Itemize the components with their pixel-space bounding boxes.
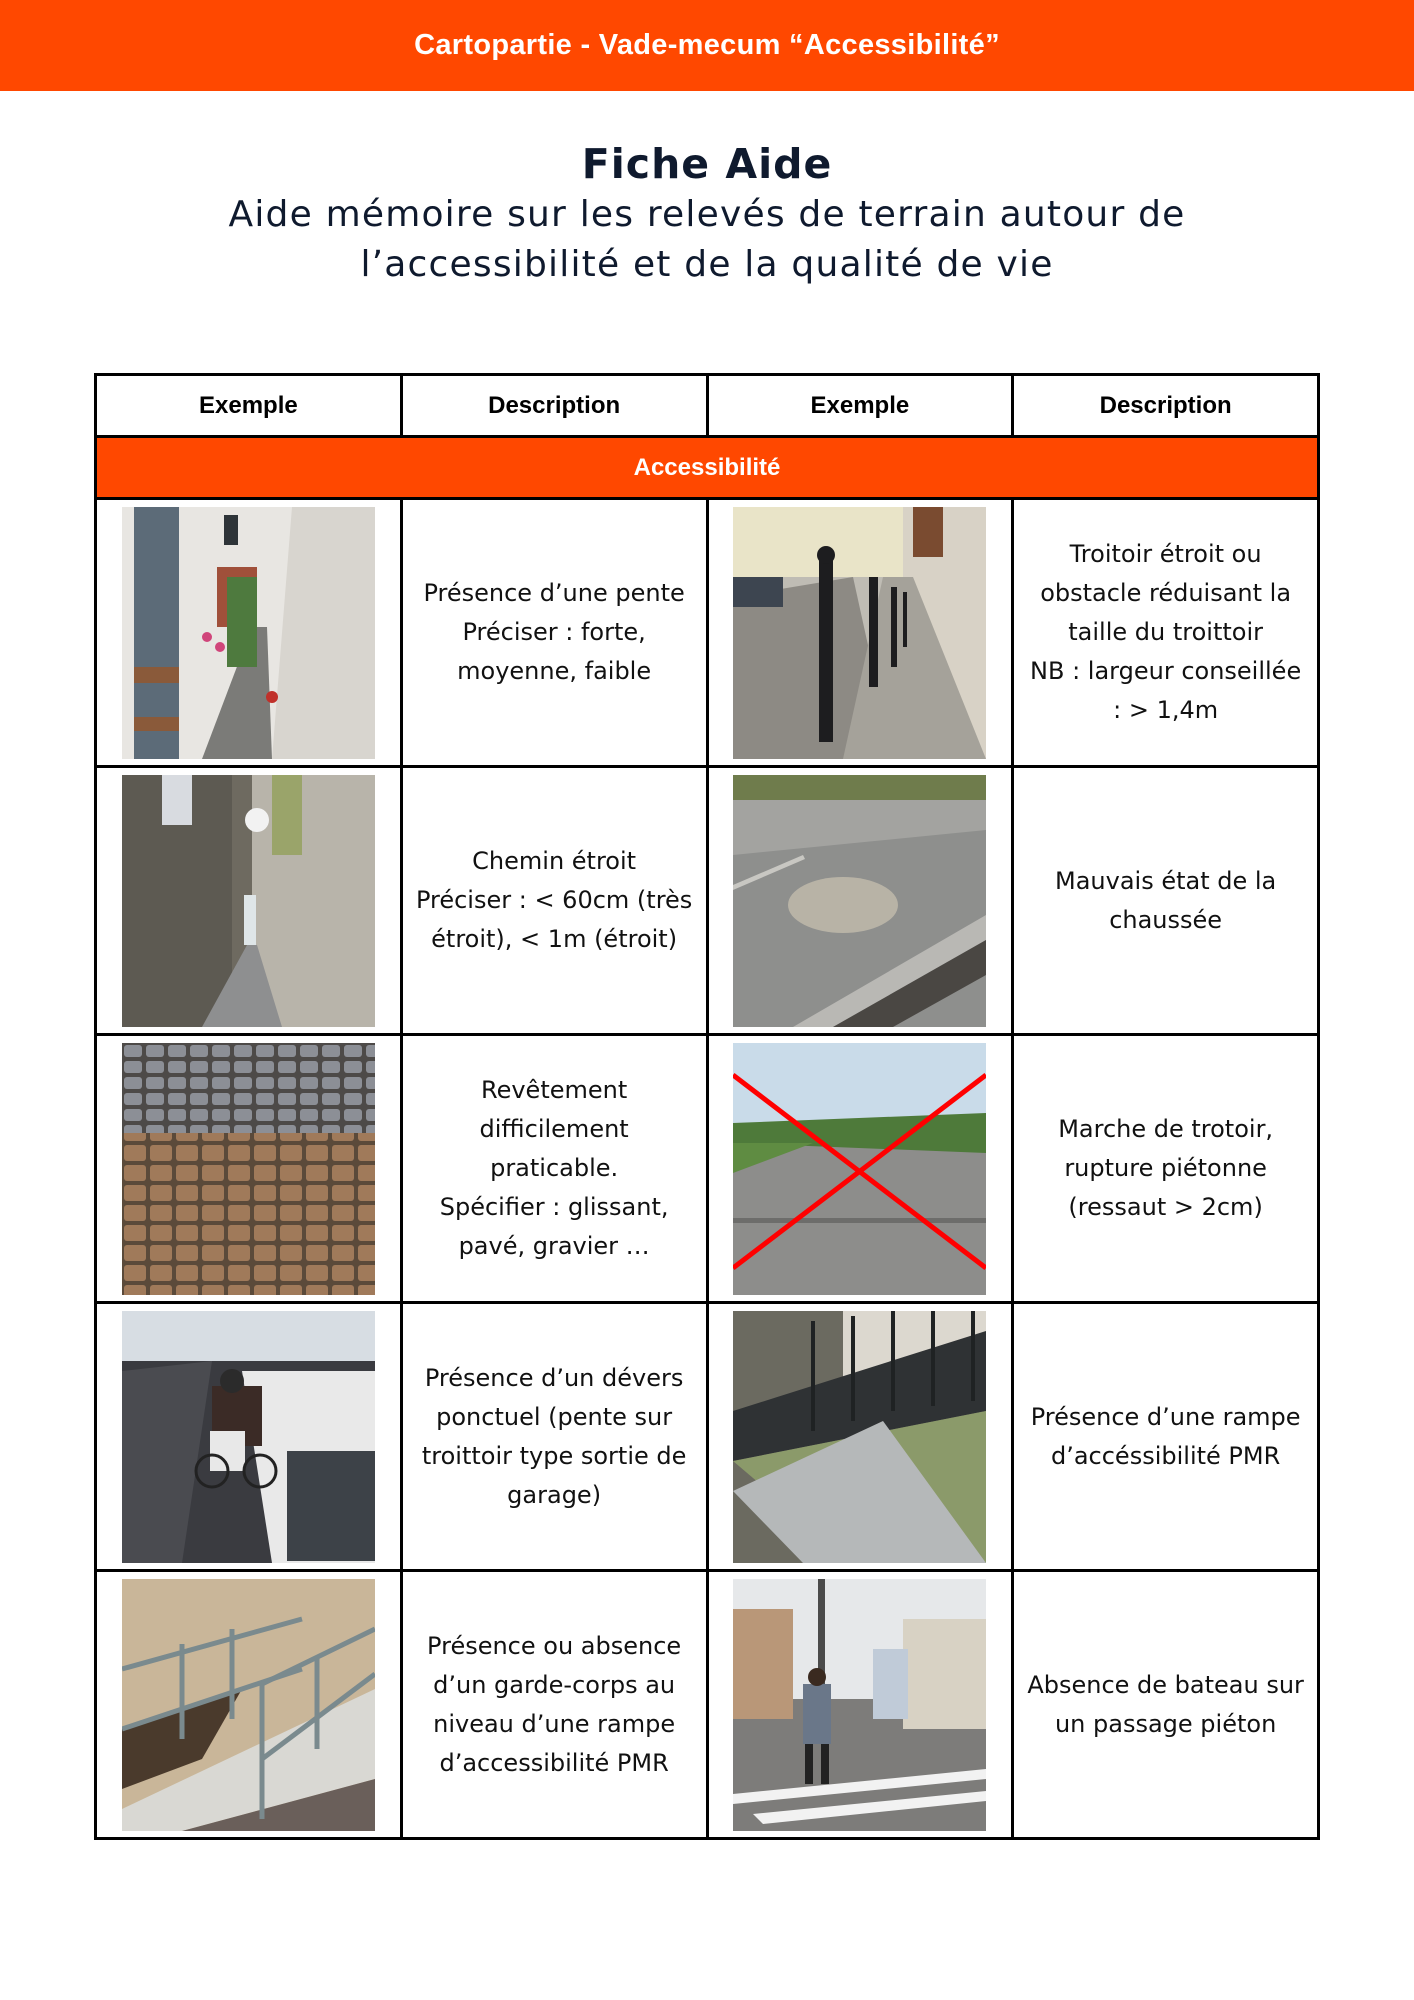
description-text: Troitoir étroit ou obstacle réduisant la taille du troittoir NB : largeur conseillée : > 1,4m: [1030, 540, 1302, 724]
pedestrian-crossing-photo: [733, 1579, 986, 1831]
section-title: Accessibilité: [96, 437, 1319, 499]
description-cell: [1013, 1303, 1319, 1571]
example-cell: [707, 499, 1013, 767]
description-cell: [401, 767, 707, 1035]
top-banner: [0, 0, 1414, 91]
title-block: [0, 138, 1414, 290]
description-text: Chemin étroit Préciser : < 60cm (très étroit), < 1m (étroit): [415, 847, 693, 953]
pmr-ramp-photo: [733, 1311, 986, 1563]
description-text: Présence d’une pente Préciser : forte, moyenne, faible: [423, 579, 685, 685]
cobblestones-photo: [122, 1043, 375, 1295]
example-cell: [96, 1035, 402, 1303]
bollards-on-sidewalk-photo: [733, 507, 986, 759]
table-row: [96, 1571, 1319, 1839]
column-header-example-left: Exemple: [96, 375, 402, 437]
damaged-pavement-photo: [733, 775, 986, 1027]
description-cell: [1013, 499, 1319, 767]
example-cell: [707, 767, 1013, 1035]
table-row: [96, 1303, 1319, 1571]
description-text: Présence ou absence d’un garde-corps au niveau d’une rampe d’accessibilité PMR: [427, 1631, 682, 1777]
example-cell: [96, 1303, 402, 1571]
description-cell: [1013, 1571, 1319, 1839]
column-header-description-right: Description: [1013, 375, 1319, 437]
description-text: Présence d’un dévers ponctuel (pente sur troittoir type sortie de garage): [421, 1363, 687, 1509]
ramp-with-handrail-photo: [122, 1579, 375, 1831]
column-header-description-left: Description: [401, 375, 707, 437]
description-cell: [401, 1035, 707, 1303]
page-subtitle-line-1: Aide mémoire sur les relevés de terrain autour de: [228, 194, 1186, 235]
table-header-row: [96, 375, 1319, 437]
table-row: [96, 499, 1319, 767]
description-text: Présence d’une rampe d’accéssibilité PMR: [1030, 1402, 1301, 1470]
description-text: Marche de trotoir, rupture piétonne (ressaut > 2cm): [1058, 1115, 1274, 1221]
example-cell: [707, 1571, 1013, 1839]
accessibility-table: [94, 373, 1320, 1840]
example-cell: [707, 1303, 1013, 1571]
page-subtitle-line-2: l’accessibilité et de la qualité de vie: [360, 244, 1054, 285]
section-row: [96, 437, 1319, 499]
description-text: Absence de bateau sur un passage piéton: [1027, 1670, 1304, 1738]
table-row: [96, 1035, 1319, 1303]
table-row: [96, 767, 1319, 1035]
example-cell: [96, 767, 402, 1035]
description-cell: [401, 1303, 707, 1571]
description-cell: [401, 1571, 707, 1839]
wheelchair-on-sidewalk-photo: [122, 1311, 375, 1563]
description-text: Mauvais état de la chaussée: [1054, 866, 1277, 934]
example-cell: [96, 1571, 402, 1839]
narrow-passage-photo: [122, 775, 375, 1027]
page-title: Fiche Aide: [581, 140, 833, 188]
example-cell: [96, 499, 402, 767]
description-cell: [401, 499, 707, 767]
description-cell: [1013, 767, 1319, 1035]
narrow-sloped-alley-photo: [122, 507, 375, 759]
example-cell: [707, 1035, 1013, 1303]
curb-step-crossed-out-photo: [733, 1043, 986, 1295]
description-cell: [1013, 1035, 1319, 1303]
description-text: Revêtement difficilement praticable. Spécifier : glissant, pavé, gravier …: [439, 1076, 669, 1260]
column-header-example-right: Exemple: [707, 375, 1013, 437]
banner-title: Cartopartie - Vade-mecum “Accessibilité”: [414, 29, 1000, 61]
